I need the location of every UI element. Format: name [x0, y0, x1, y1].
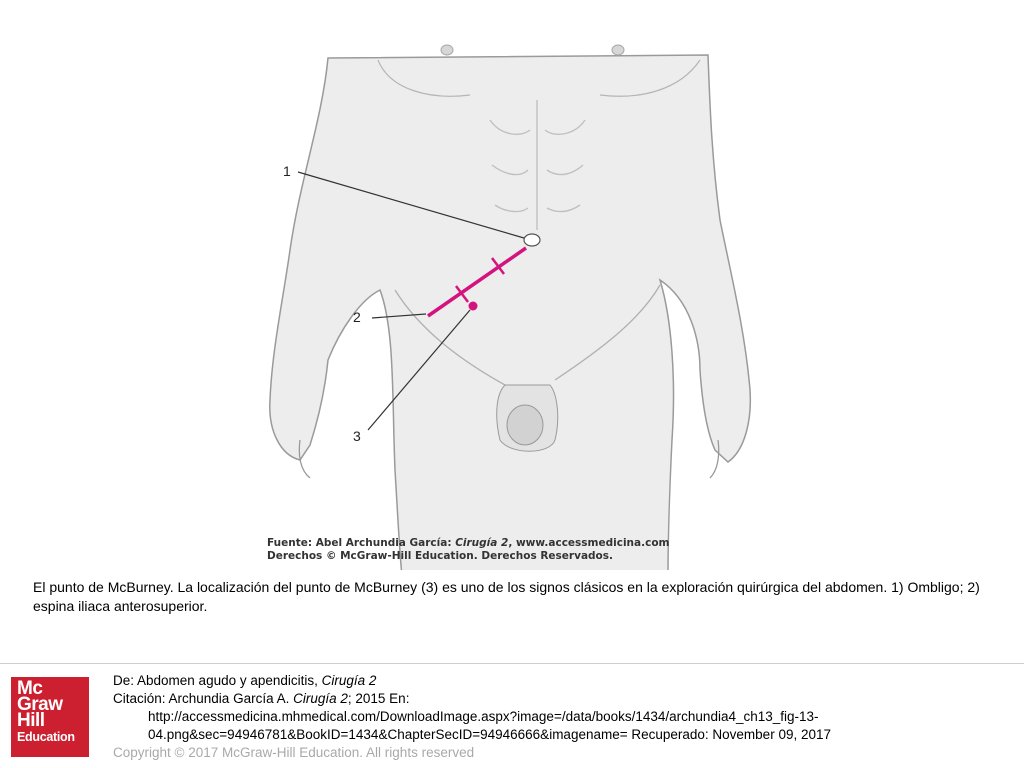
- citation-from: De: Abdomen agudo y apendicitis, Cirugía 2: [113, 673, 377, 688]
- source-line-1: Fuente: Abel Archundia García: Cirugía 2, www.accessmedicina.com: [267, 537, 670, 549]
- torso-outline: [270, 55, 751, 570]
- mcgraw-hill-logo: Mc Graw Hill Education: [11, 677, 89, 757]
- source-line-2: Derechos © McGraw-Hill Education. Derechos Reservados.: [267, 550, 613, 562]
- label-3: 3: [353, 428, 361, 444]
- citation-block: [113, 672, 1018, 762]
- citation-url-line-1[interactable]: http://accessmedicina.mhmedical.com/DownloadImage.aspx?image=/data/books/1434/archundia4_ch13_fig-13-: [148, 709, 819, 724]
- citation-reference: Citación: Archundia García A. Cirugía 2; 2015 En:: [113, 691, 410, 706]
- label-1: 1: [283, 163, 291, 179]
- mcburney-point: [469, 302, 478, 311]
- divider: [0, 663, 1024, 664]
- copyright-text: Copyright © 2017 McGraw-Hill Education. All rights reserved: [113, 745, 475, 760]
- citation-url-line-2[interactable]: 04.png&sec=94946781&BookID=1434&ChapterSecID=94946666&imagename= Recuperado: November 09, 2017: [148, 727, 831, 742]
- label-2: 2: [353, 309, 361, 325]
- figure-caption: El punto de McBurney. La localización del punto de McBurney (3) es uno de los signos clásicos en la exploración quirúrgica del abdomen. 1) Ombligo; 2) espina iliaca anterosuperior.: [33, 579, 980, 614]
- figure-source: [267, 537, 687, 563]
